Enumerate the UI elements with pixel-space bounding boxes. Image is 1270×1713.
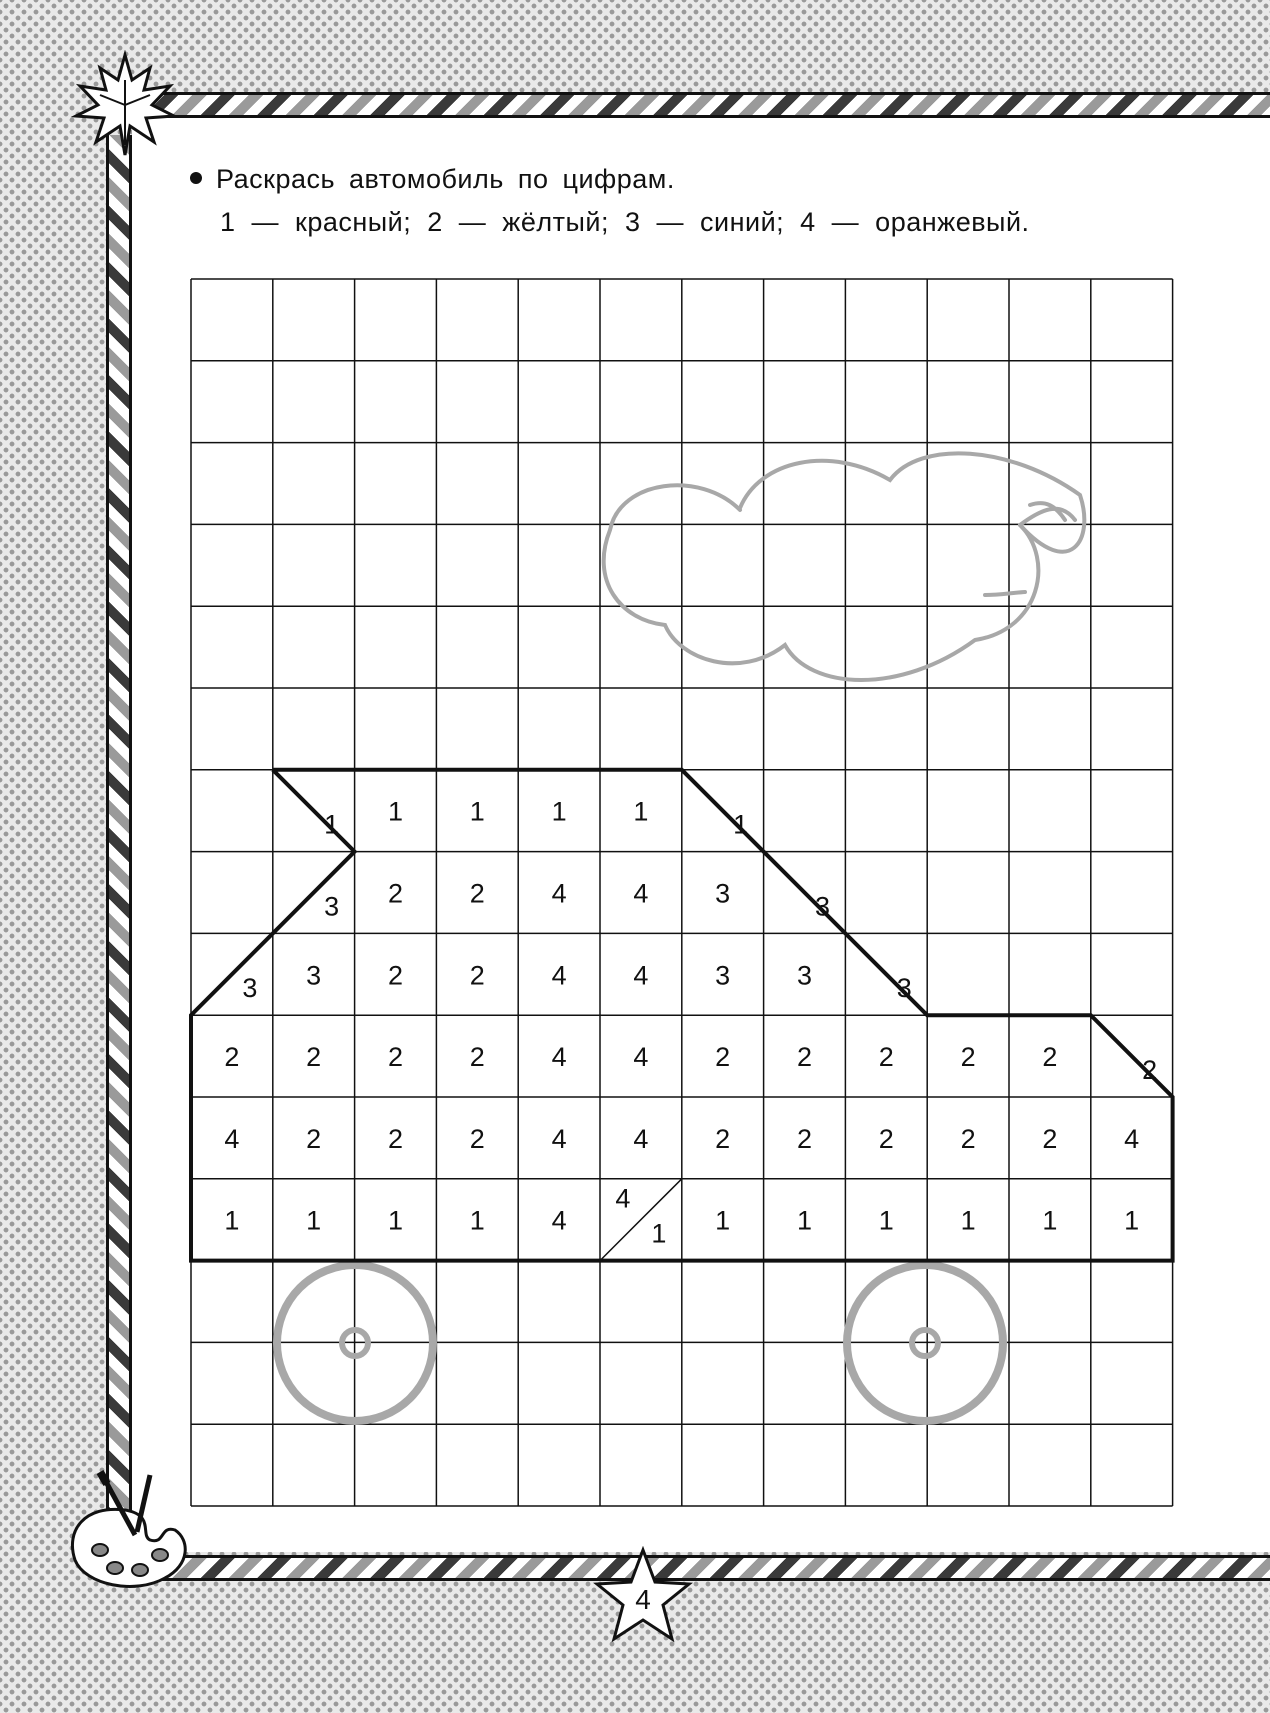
cell-number: 2 bbox=[469, 1042, 485, 1073]
instruction-line-1: Раскрась автомобиль по цифрам. bbox=[216, 164, 675, 194]
paint-palette-icon bbox=[55, 1470, 195, 1600]
diagonal-cell-number: 2 bbox=[1142, 1055, 1158, 1085]
cell-number: 2 bbox=[469, 878, 485, 909]
split-cell-bottom-number: 1 bbox=[651, 1218, 667, 1249]
cell-number: 2 bbox=[960, 1123, 976, 1154]
cell-number: 2 bbox=[878, 1042, 894, 1073]
cell-number: 1 bbox=[633, 796, 649, 827]
cell-number: 1 bbox=[387, 796, 404, 827]
cell-number: 1 bbox=[878, 1205, 894, 1236]
diagonal-cell-number: 3 bbox=[814, 891, 831, 922]
cell-number: 1 bbox=[551, 796, 567, 827]
cell-number: 1 bbox=[224, 1205, 240, 1236]
cell-number: 4 bbox=[551, 960, 567, 991]
cell-number: 3 bbox=[306, 960, 322, 991]
cell-number: 1 bbox=[306, 1205, 322, 1236]
page-number: 4 bbox=[635, 1584, 651, 1615]
cell-number: 4 bbox=[224, 1123, 240, 1154]
diagonal-cell-number: 3 bbox=[896, 973, 912, 1004]
cell-number: 2 bbox=[387, 1042, 404, 1073]
cell-number: 2 bbox=[387, 878, 404, 909]
cell-number: 4 bbox=[551, 1205, 567, 1236]
split-cell-top-number: 4 bbox=[615, 1183, 631, 1214]
cell-number: 2 bbox=[387, 960, 404, 991]
cell-number: 3 bbox=[715, 878, 731, 909]
cell-number: 4 bbox=[551, 1042, 567, 1073]
diagonal-cell-number: 1 bbox=[324, 809, 340, 840]
cloud-outline bbox=[604, 453, 1085, 680]
cell-number: 2 bbox=[796, 1042, 813, 1073]
cell-number: 2 bbox=[960, 1042, 976, 1073]
cell-number: 3 bbox=[796, 960, 813, 991]
cell-number: 4 bbox=[633, 878, 649, 909]
cell-number: 2 bbox=[224, 1042, 240, 1073]
cell-diagonals bbox=[600, 1179, 682, 1261]
cell-number: 2 bbox=[387, 1123, 404, 1154]
cell-number: 2 bbox=[878, 1123, 894, 1154]
cell-numbers bbox=[224, 797, 1157, 1249]
split-cell-diagonal bbox=[600, 1179, 682, 1261]
cell-number: 1 bbox=[469, 1205, 485, 1236]
diagonal-cell-number: 1 bbox=[733, 809, 749, 840]
cell-number: 2 bbox=[715, 1123, 731, 1154]
instruction-line-2: 1 — красный; 2 — жёлтый; 3 — синий; 4 — оранжевый. bbox=[220, 207, 1030, 237]
cell-number: 1 bbox=[715, 1205, 731, 1236]
cell-number: 1 bbox=[1124, 1205, 1140, 1236]
cell-number: 1 bbox=[469, 796, 485, 827]
cell-number: 4 bbox=[551, 878, 567, 909]
cell-number: 1 bbox=[1042, 1205, 1058, 1236]
cell-number: 2 bbox=[306, 1123, 322, 1154]
cell-number: 1 bbox=[960, 1205, 976, 1236]
cell-number: 2 bbox=[1042, 1123, 1058, 1154]
cell-number: 2 bbox=[715, 1042, 731, 1073]
cell-number: 2 bbox=[469, 960, 485, 991]
cell-number: 2 bbox=[306, 1042, 322, 1073]
cell-number: 2 bbox=[1042, 1042, 1058, 1073]
cell-number: 1 bbox=[387, 1205, 404, 1236]
cell-number: 4 bbox=[1124, 1123, 1140, 1154]
cell-number: 4 bbox=[633, 1042, 649, 1073]
cell-number: 1 bbox=[796, 1205, 813, 1236]
cell-number: 4 bbox=[551, 1123, 567, 1154]
cell-number: 2 bbox=[469, 1123, 485, 1154]
cell-number: 4 bbox=[633, 960, 649, 991]
cell-number: 2 bbox=[796, 1123, 813, 1154]
cell-number: 3 bbox=[715, 960, 731, 991]
diagonal-cell-number: 3 bbox=[242, 973, 258, 1004]
cell-number: 4 bbox=[633, 1123, 649, 1154]
diagonal-cell-number: 3 bbox=[324, 891, 340, 922]
